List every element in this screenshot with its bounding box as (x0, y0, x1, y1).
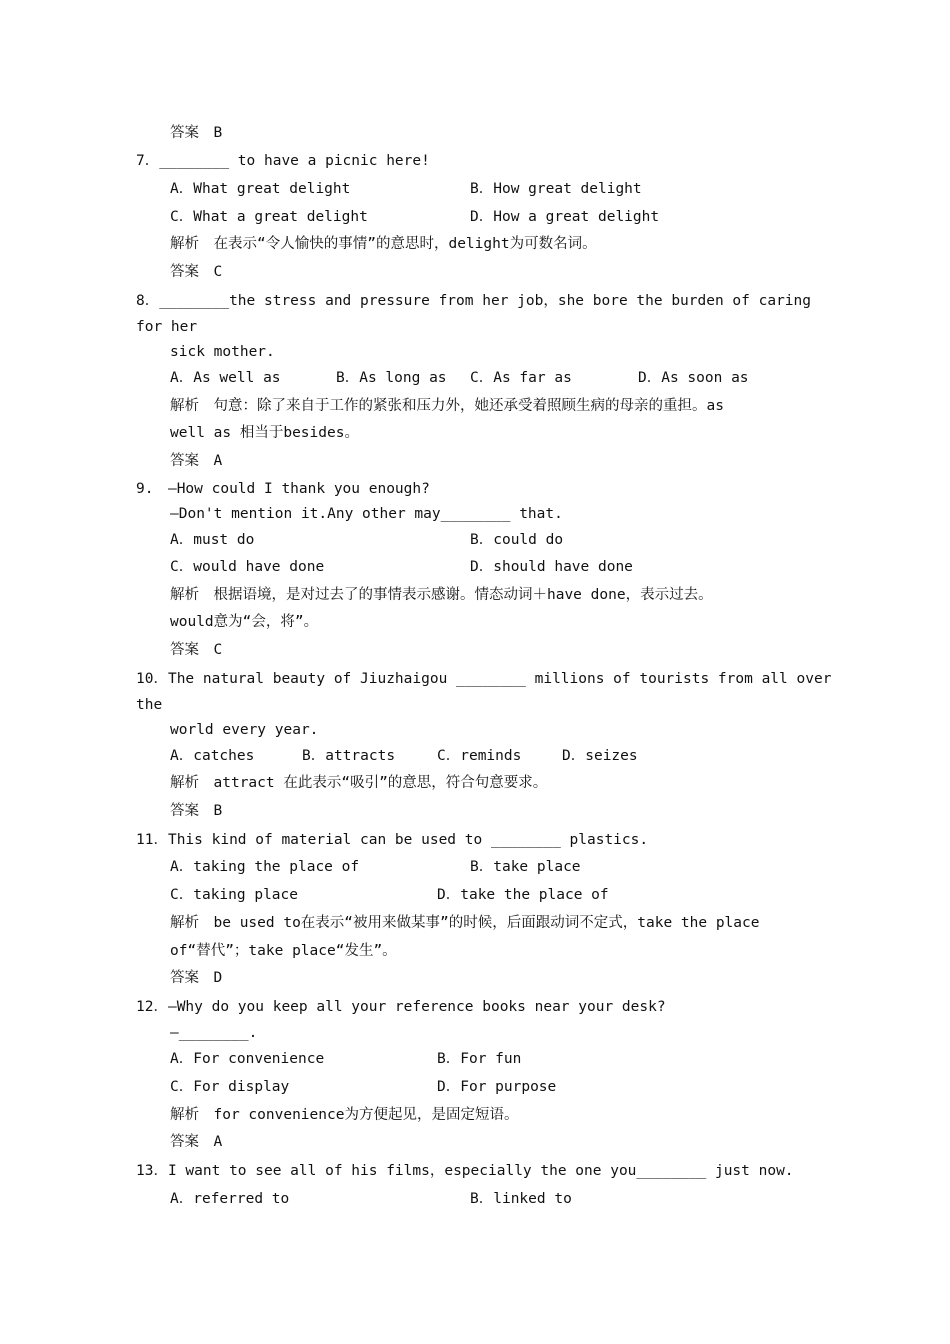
option-b: B．attracts (302, 748, 396, 764)
option-a: A．For convenience (170, 1051, 325, 1067)
answer-label: 答案 B (170, 125, 223, 141)
option-a: A．referred to (170, 1191, 290, 1207)
option-b: B．take place (470, 859, 581, 875)
question-8-cont: sick mother. (170, 344, 275, 360)
question-10: 10．The natural beauty of Jiuzhaigou ________ millions of tourists from all over (136, 671, 832, 687)
option-c: C．would have done (170, 559, 325, 575)
answer-label: 答案 A (170, 1134, 223, 1150)
question-8: 8．________the stress and pressure from her job，she bore the burden of caring (136, 293, 812, 309)
option-d: D．For purpose (437, 1079, 557, 1095)
option-c: C．taking place (170, 887, 298, 903)
answer-label: 答案 C (170, 264, 223, 280)
question-12: 12．—Why do you keep all your reference books near your desk? (136, 999, 666, 1015)
option-c: C．For display (170, 1079, 290, 1095)
option-b: B．linked to (470, 1191, 572, 1207)
question-12-cont: —________. (170, 1025, 258, 1041)
question-9: 9. —How could I thank you enough? (136, 481, 430, 497)
answer-label: 答案 D (170, 970, 223, 986)
option-c: C．As far as (470, 370, 572, 386)
analysis-cont: would意为“会，将”。 (170, 614, 319, 630)
analysis-cont: well as 相当于besides。 (170, 425, 359, 441)
option-b: B．As long as (336, 370, 447, 386)
analysis: 解析 根据语境，是对过去了的事情表示感谢。情态动词＋have done，表示过去。 (170, 587, 713, 603)
analysis: 解析 for convenience为方便起见，是固定短语。 (170, 1107, 519, 1123)
analysis: 解析 attract 在此表示“吸引”的意思，符合句意要求。 (170, 775, 548, 791)
analysis: 解析 be used to在表示“被用来做某事”的时候，后面跟动词不定式，take the place (170, 915, 760, 931)
question-13: 13．I want to see all of his films，especially the one you________ just now. (136, 1163, 794, 1179)
question-10-wrap: the (136, 697, 163, 713)
option-c: C．What a great delight (170, 209, 368, 225)
analysis-cont: of“替代”；take place“发生”。 (170, 943, 397, 959)
option-d: D．As soon as (638, 370, 749, 386)
option-a: A．What great delight (170, 181, 351, 197)
option-b: B．could do (470, 532, 564, 548)
question-10-cont: world every year. (170, 722, 319, 738)
option-a: A．catches (170, 748, 255, 764)
answer-label: 答案 A (170, 453, 223, 469)
question-11: 11．This kind of material can be used to ________ plastics. (136, 832, 649, 848)
option-b: B．For fun (437, 1051, 522, 1067)
option-a: A．As well as (170, 370, 281, 386)
option-d: D．take the place of (437, 887, 609, 903)
answer-label: 答案 C (170, 642, 223, 658)
option-b: B．How great delight (470, 181, 642, 197)
question-8-wrap: for her (136, 319, 198, 335)
option-d: D．How a great delight (470, 209, 660, 225)
option-d: D．seizes (562, 748, 638, 764)
option-a: A．taking the place of (170, 859, 360, 875)
option-a: A．must do (170, 532, 255, 548)
analysis: 解析 在表示“令人愉快的事情”的意思时，delight为可数名词。 (170, 236, 597, 252)
answer-label: 答案 B (170, 803, 223, 819)
option-c: C．reminds (437, 748, 522, 764)
option-d: D．should have done (470, 559, 633, 575)
analysis: 解析 句意：除了来自于工作的紧张和压力外，她还承受着照顾生病的母亲的重担。as (170, 398, 724, 414)
question-7: 7．________ to have a picnic here! (136, 153, 430, 169)
question-9-cont: —Don't mention it.Any other may________ that. (170, 506, 563, 522)
